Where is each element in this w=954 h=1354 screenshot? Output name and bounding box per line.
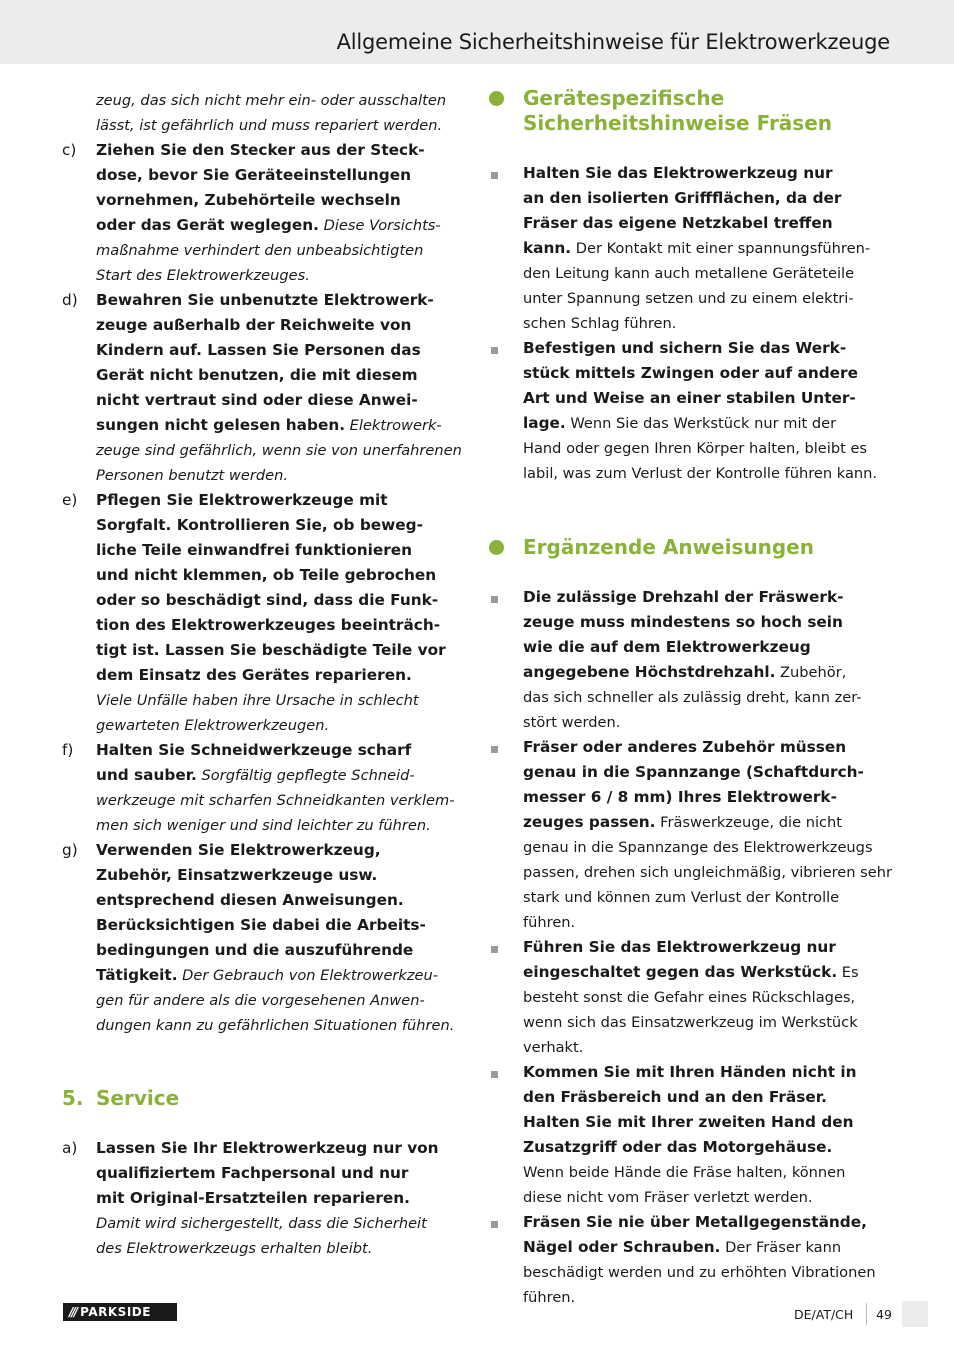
text-line xyxy=(96,338,466,363)
bold-text: Führen Sie das Elektrowerkzeug nur xyxy=(523,938,836,956)
page-header xyxy=(0,0,954,64)
body-text: Sorgfältig gepflegte Schneid- xyxy=(196,767,415,784)
body-text-line: werkzeuge mit scharfen Schneidkanten verklem- xyxy=(96,792,455,809)
body-text-line: Start des Elektrowerkzeuges. xyxy=(96,267,310,284)
bold-text: Kommen Sie mit Ihren Händen nicht in xyxy=(523,1063,857,1081)
text-line xyxy=(523,785,894,810)
text-line xyxy=(523,935,894,960)
body-text-line: führen. xyxy=(523,1289,576,1306)
body-text-line: Viele Unfälle haben ihre Ursache in schlecht xyxy=(96,692,419,709)
bold-text: Fräsen Sie nie über Metallgegenstände, xyxy=(523,1213,867,1231)
text-line xyxy=(96,663,466,688)
text-line xyxy=(523,960,894,985)
body-text-line: beschädigt werden und zu erhöhten Vibrationen xyxy=(523,1264,876,1281)
bold-text: Verwenden Sie Elektrowerkzeug, xyxy=(96,841,381,859)
bold-text: Die zulässige Drehzahl der Fräswerk- xyxy=(523,588,844,606)
text-line xyxy=(523,236,894,261)
text-line xyxy=(96,288,466,313)
list-item xyxy=(62,288,466,488)
text-line xyxy=(96,413,466,438)
text-line xyxy=(523,186,894,211)
bold-text: Sorgfalt. Kontrollieren Sie, ob beweg- xyxy=(96,516,423,534)
text-line xyxy=(96,738,466,763)
text-line xyxy=(523,1085,894,1110)
text-line xyxy=(523,211,894,236)
body-text: Der Kontakt mit einer spannungsführen- xyxy=(571,240,871,257)
bold-text: mit Original-Ersatzteilen reparieren. xyxy=(96,1189,410,1207)
body-text-line: labil, was zum Verlust der Kontrolle führen kann. xyxy=(523,465,878,482)
text-line xyxy=(523,336,894,361)
section-title-line: Sicherheitshinweise Fräsen xyxy=(523,111,833,135)
text-line xyxy=(523,411,894,436)
body-text-line: passen, drehen sich ungleichmäßig, vibrieren sehr xyxy=(523,864,892,881)
square-bullet-icon xyxy=(491,347,498,354)
bold-text: oder das Gerät weglegen. xyxy=(96,216,319,234)
list-item xyxy=(489,935,894,1060)
square-bullet-icon xyxy=(491,596,498,603)
text-line xyxy=(96,313,466,338)
bold-text: qualifiziertem Fachpersonal und nur xyxy=(96,1164,409,1182)
text-line xyxy=(96,888,466,913)
bold-text: kann. xyxy=(523,239,572,257)
bold-text: bedingungen und die auszuführende xyxy=(96,941,414,959)
footer-divider xyxy=(866,1303,867,1325)
body-text-line: stark und können zum Verlust der Kontrolle führen. xyxy=(523,889,840,931)
section-number: 5. xyxy=(62,1086,84,1110)
body-text-line: zeuge sind gefährlich, wenn sie von unerfahrenen xyxy=(96,442,462,459)
text-line xyxy=(96,213,466,238)
bold-text: sungen nicht gelesen haben. xyxy=(96,416,346,434)
bold-text: messer 6 / 8 mm) Ihres Elektrowerk- xyxy=(523,788,837,806)
bold-text: Tätigkeit. xyxy=(96,966,178,984)
list-item xyxy=(489,1210,894,1310)
bold-text: Gerät nicht benutzen, die mit diesem xyxy=(96,366,418,384)
list-item xyxy=(62,738,466,838)
text-line xyxy=(523,585,894,610)
bold-text: Nägel oder Schrauben. xyxy=(523,1238,721,1256)
bold-text: genau in die Spannzange (Schaftdurch- xyxy=(523,763,864,781)
bold-text: Lassen Sie Ihr Elektrowerkzeug nur von xyxy=(96,1139,439,1157)
bold-text: Halten Sie das Elektrowerkzeug nur xyxy=(523,164,833,182)
section-title-text: Service xyxy=(96,1086,180,1110)
body-text: Elektrowerk- xyxy=(345,417,442,434)
bold-text: Befestigen und sichern Sie das Werk- xyxy=(523,339,847,357)
body-text-line: gewarteten Elektrowerkzeugen. xyxy=(96,717,330,734)
text-line xyxy=(96,938,466,963)
bold-text: Zusatzgriff oder das Motorgehäuse. xyxy=(523,1138,833,1156)
bold-text: dem Einsatz des Gerätes reparieren. xyxy=(96,666,412,684)
body-text-line: besteht sonst die Gefahr eines Rückschlages, xyxy=(523,989,856,1006)
bold-text: stück mittels Zwingen oder auf andere xyxy=(523,364,858,382)
text-line xyxy=(523,660,894,685)
bold-text: den Fräsbereich und an den Fräser. xyxy=(523,1088,827,1106)
square-bullet-icon xyxy=(491,1221,498,1228)
list-item xyxy=(489,735,894,935)
bold-text: und sauber. xyxy=(96,766,197,784)
text-line xyxy=(523,635,894,660)
item-marker: f) xyxy=(62,741,74,759)
bold-text: Fräser das eigene Netzkabel treffen xyxy=(523,214,833,232)
bullet-dot-icon xyxy=(489,540,504,555)
bold-text: zeuge muss mindestens so hoch sein xyxy=(523,613,843,631)
bold-text: nicht vertraut sind oder diese Anwei- xyxy=(96,391,418,409)
body-text: Wenn Sie das Werkstück nur mit der xyxy=(565,415,837,432)
bold-text: an den isolierten Griffflächen, da der xyxy=(523,189,842,207)
body-text: Der Gebrauch von Elektrowerkzeu- xyxy=(177,967,439,984)
text-line xyxy=(523,361,894,386)
text-line xyxy=(523,810,894,835)
body-text-line: stört werden. xyxy=(523,714,621,731)
body-text: Zubehör, xyxy=(775,664,847,681)
bold-text: und nicht klemmen, ob Teile gebrochen xyxy=(96,566,437,584)
square-bullet-icon xyxy=(491,746,498,753)
bold-text: Halten Sie mit Ihrer zweiten Hand den xyxy=(523,1113,854,1131)
body-text: Es xyxy=(837,964,859,981)
text-line xyxy=(523,760,894,785)
text-line xyxy=(96,513,466,538)
list-item xyxy=(62,138,466,288)
section-heading xyxy=(489,535,894,560)
text-line xyxy=(96,863,466,888)
bold-text: eingeschaltet gegen das Werkstück. xyxy=(523,963,838,981)
text-line xyxy=(96,538,466,563)
section-title-line: Ergänzende Anweisungen xyxy=(523,535,814,559)
body-text-line: maßnahme verhindert den unbeabsichtigten xyxy=(96,242,424,259)
item-marker: g) xyxy=(62,841,78,859)
bold-text: entsprechend diesen Anweisungen. xyxy=(96,891,404,909)
text-line xyxy=(96,363,466,388)
text-line xyxy=(523,1110,894,1135)
service-heading xyxy=(62,1086,466,1111)
body-text-line: men sich weniger und sind leichter zu führen. xyxy=(96,817,431,834)
text-line xyxy=(96,488,466,513)
text-line xyxy=(523,1235,894,1260)
bold-text: tigt ist. Lassen Sie beschädigte Teile vor xyxy=(96,641,446,659)
page-tab-marker xyxy=(902,1301,928,1327)
text-line xyxy=(96,163,466,188)
text-line xyxy=(523,386,894,411)
list-item xyxy=(489,336,894,486)
text-line xyxy=(523,735,894,760)
text-line xyxy=(523,1060,894,1085)
text-line xyxy=(96,188,466,213)
list-item xyxy=(62,838,466,1038)
body-text-line: wenn sich das Einsatzwerkzeug im Werkstück xyxy=(523,1014,858,1031)
text-line xyxy=(523,161,894,186)
bullet-dot-icon xyxy=(489,91,504,106)
bold-text: Zubehör, Einsatzwerkzeuge usw. xyxy=(96,866,378,884)
item-marker: d) xyxy=(62,291,78,309)
bold-text: Fräser oder anderes Zubehör müssen xyxy=(523,738,847,756)
text-line xyxy=(96,838,466,863)
text-line xyxy=(96,388,466,413)
body-text-line: den Leitung kann auch metallene Geräteteile xyxy=(523,265,855,282)
body-text-line: diese nicht vom Fräser verletzt werden. xyxy=(523,1189,813,1206)
body-text-line: Wenn beide Hände die Fräse halten, können xyxy=(523,1164,846,1181)
bold-text: wie die auf dem Elektrowerkzeug xyxy=(523,638,811,656)
bold-text: angegebene Höchstdrehzahl. xyxy=(523,663,776,681)
square-bullet-icon xyxy=(491,1071,498,1078)
body-text-line: gen für andere als die vorgesehenen Anwen- xyxy=(96,992,425,1009)
page-title: Allgemeine Sicherheitshinweise für Elektrowerkzeuge xyxy=(336,30,890,54)
bold-text: vornehmen, Zubehörteile wechseln xyxy=(96,191,401,209)
bold-text: oder so beschädigt sind, dass die Funk- xyxy=(96,591,439,609)
footer-language: DE/AT/CH xyxy=(794,1307,854,1322)
bold-text: dose, bevor Sie Geräteeinstellungen xyxy=(96,166,411,184)
body-text: Diese Vorsichts- xyxy=(318,217,441,234)
body-text-line: schen Schlag führen. xyxy=(523,315,677,332)
logo-stripes: /// xyxy=(69,1305,77,1319)
list-item xyxy=(489,1060,894,1210)
body-text-line: genau in die Spannzange des Elektrowerkzeugs xyxy=(523,839,873,856)
text-line xyxy=(523,610,894,635)
intro-text-line: lässt, ist gefährlich und muss repariert werden. xyxy=(96,117,443,134)
item-marker: c) xyxy=(62,141,77,159)
body-text-line: verhakt. xyxy=(523,1039,584,1056)
text-line xyxy=(96,138,466,163)
text-line xyxy=(96,638,466,663)
body-text-line: Damit wird sichergestellt, dass die Sicherheit xyxy=(96,1215,427,1232)
text-line xyxy=(96,588,466,613)
bold-text: lage. xyxy=(523,414,566,432)
section-heading xyxy=(489,86,894,136)
square-bullet-icon xyxy=(491,172,498,179)
bold-text: zeuges passen. xyxy=(523,813,656,831)
bold-text: Art und Weise an einer stabilen Unter- xyxy=(523,389,856,407)
list-item xyxy=(62,1136,466,1261)
text-line xyxy=(96,1161,466,1186)
text-line xyxy=(96,1136,466,1161)
square-bullet-icon xyxy=(491,946,498,953)
text-line xyxy=(523,1210,894,1235)
body-text-line: das sich schneller als zulässig dreht, kann zer- xyxy=(523,689,862,706)
body-text-line: dungen kann zu gefährlichen Situationen führen. xyxy=(96,1017,455,1034)
text-line xyxy=(523,1135,894,1160)
item-marker: a) xyxy=(62,1139,78,1157)
body-text-line: Hand oder gegen Ihren Körper halten, bleibt es xyxy=(523,440,868,457)
bold-text: Bewahren Sie unbenutzte Elektrowerk- xyxy=(96,291,434,309)
page-number: 49 xyxy=(876,1307,892,1322)
text-line xyxy=(96,763,466,788)
left-column xyxy=(62,88,466,1261)
right-column xyxy=(489,88,894,1310)
body-text-line: des Elektrowerkzeugs erhalten bleibt. xyxy=(96,1240,373,1257)
body-text-line: Personen benutzt werden. xyxy=(96,467,288,484)
text-line xyxy=(96,963,466,988)
body-text-line: unter Spannung setzen und zu einem elektri- xyxy=(523,290,854,307)
text-line xyxy=(96,613,466,638)
text-line xyxy=(96,913,466,938)
body-text: Der Fräser kann xyxy=(720,1239,842,1256)
bold-text: Pflegen Sie Elektrowerkzeuge mit xyxy=(96,491,388,509)
section-title-line: Gerätespezifische xyxy=(523,86,725,110)
bold-text: liche Teile einwandfrei funktionieren xyxy=(96,541,413,559)
item-marker: e) xyxy=(62,491,78,509)
bold-text: Ziehen Sie den Stecker aus der Steck- xyxy=(96,141,425,159)
body-text: Fräswerkzeuge, die nicht xyxy=(655,814,843,831)
bold-text: tion des Elektrowerkzeuges beeinträch- xyxy=(96,616,441,634)
bold-text: Kindern auf. Lassen Sie Personen das xyxy=(96,341,421,359)
text-line xyxy=(96,563,466,588)
bold-text: zeuge außerhalb der Reichweite von xyxy=(96,316,412,334)
list-item xyxy=(489,161,894,336)
logo-text: PARKSIDE xyxy=(80,1305,151,1319)
bold-text: Berücksichtigen Sie dabei die Arbeits- xyxy=(96,916,426,934)
list-item xyxy=(489,585,894,735)
bold-text: Halten Sie Schneidwerkzeuge scharf xyxy=(96,741,412,759)
list-item xyxy=(62,488,466,738)
parkside-logo xyxy=(63,1303,177,1321)
intro-text-line: zeug, das sich nicht mehr ein- oder ausschalten xyxy=(96,92,447,109)
text-line xyxy=(96,1186,466,1211)
